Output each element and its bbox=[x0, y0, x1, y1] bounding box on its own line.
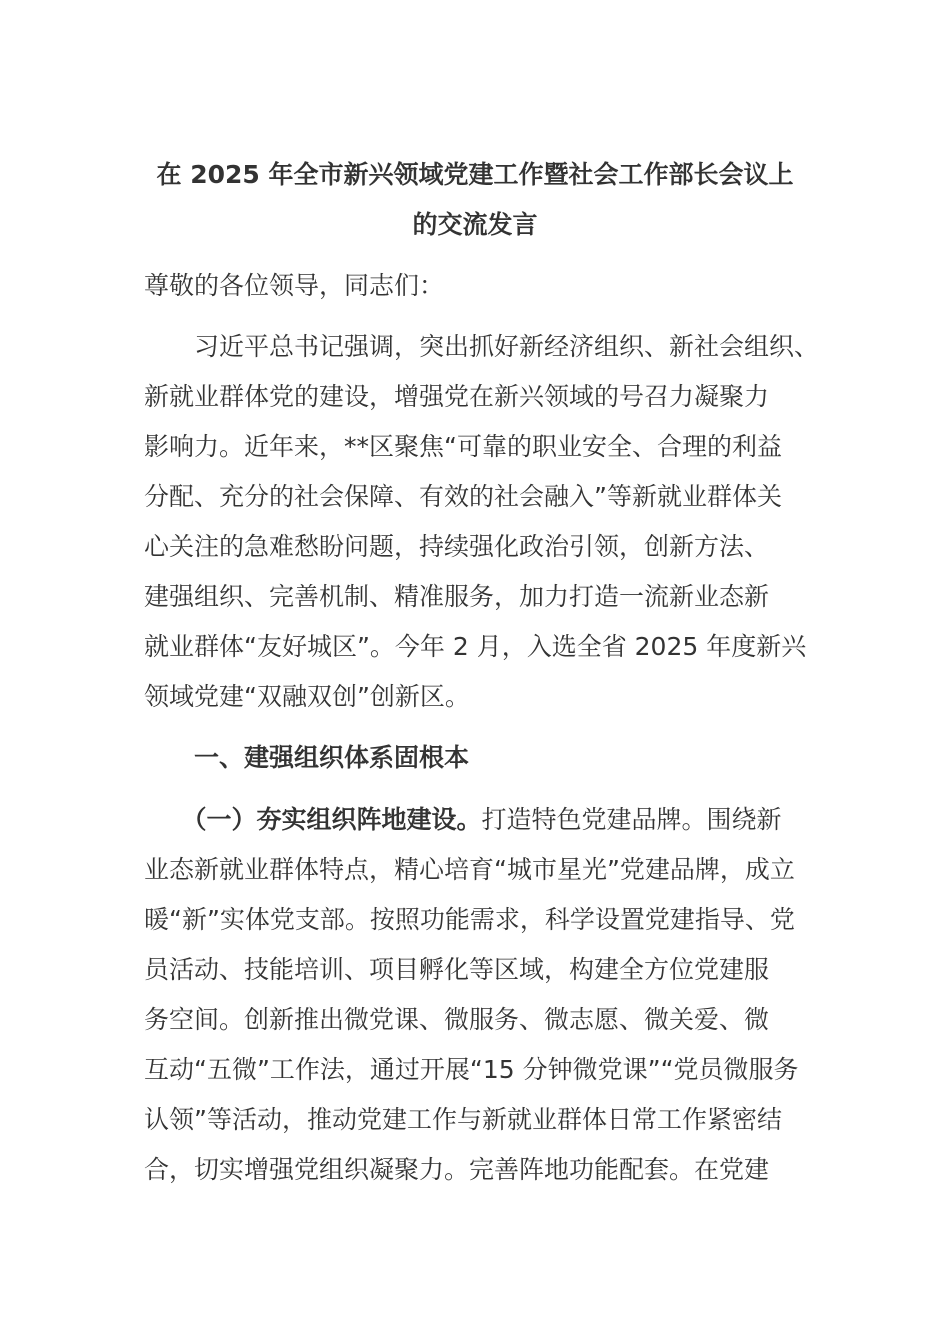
subsection-heading: （一）夯实组织阵地建设。 bbox=[144, 805, 482, 834]
title-line-2: 的交流发言 bbox=[412, 210, 538, 239]
title-line-1: 在 2025 年全市新兴领域党建工作暨社会工作部长会议上 bbox=[156, 160, 794, 189]
paragraph-line bbox=[144, 795, 809, 845]
paragraph-line: 互动“五微”工作法，通过开展“15 分钟微党课”“党员微服务 bbox=[144, 1055, 799, 1084]
subsection-paragraph bbox=[144, 795, 809, 1195]
paragraph-text: 打造特色党建品牌。围绕新 bbox=[481, 805, 782, 834]
paragraph-line: 新就业群体党的建设，增强党在新兴领域的号召力凝聚力 bbox=[144, 382, 770, 411]
paragraph-line: 影响力。近年来，**区聚焦“可靠的职业安全、合理的利益 bbox=[144, 432, 782, 461]
paragraph-line: 暖“新”实体党支部。按照功能需求，科学设置党建指导、党 bbox=[144, 905, 795, 934]
paragraph-line: 分配、充分的社会保障、有效的社会融入”等新就业群体关 bbox=[144, 482, 782, 511]
paragraph-line: 务空间。创新推出微党课、微服务、微志愿、微关爱、微 bbox=[144, 1005, 770, 1034]
paragraph-line: 领域党建“双融双创”创新区。 bbox=[144, 682, 470, 711]
paragraph-line: 心关注的急难愁盼问题，持续强化政治引领，创新方法、 bbox=[144, 532, 770, 561]
paragraph-line: 认领”等活动，推动党建工作与新就业群体日常工作紧密结 bbox=[144, 1105, 782, 1134]
paragraph-line: 习近平总书记强调，突出抓好新经济组织、新社会组织、 bbox=[144, 332, 820, 361]
document-title bbox=[130, 150, 820, 250]
salutation-text: 尊敬的各位领导，同志们： bbox=[144, 271, 445, 300]
paragraph-line: 就业群体“友好城区”。今年 2 月，入选全省 2025 年度新兴 bbox=[144, 632, 807, 661]
salutation bbox=[144, 261, 809, 311]
section-heading bbox=[144, 733, 809, 783]
section-heading-text: 一、建强组织体系固根本 bbox=[144, 743, 470, 772]
intro-paragraph bbox=[144, 322, 820, 722]
paragraph-line: 合，切实增强党组织凝聚力。完善阵地功能配套。在党建 bbox=[144, 1155, 770, 1184]
paragraph-line: 业态新就业群体特点，精心培育“城市星光”党建品牌，成立 bbox=[144, 855, 795, 884]
paragraph-line: 建强组织、完善机制、精准服务，加力打造一流新业态新 bbox=[144, 582, 770, 611]
paragraph-line: 员活动、技能培训、项目孵化等区域，构建全方位党建服 bbox=[144, 955, 770, 984]
